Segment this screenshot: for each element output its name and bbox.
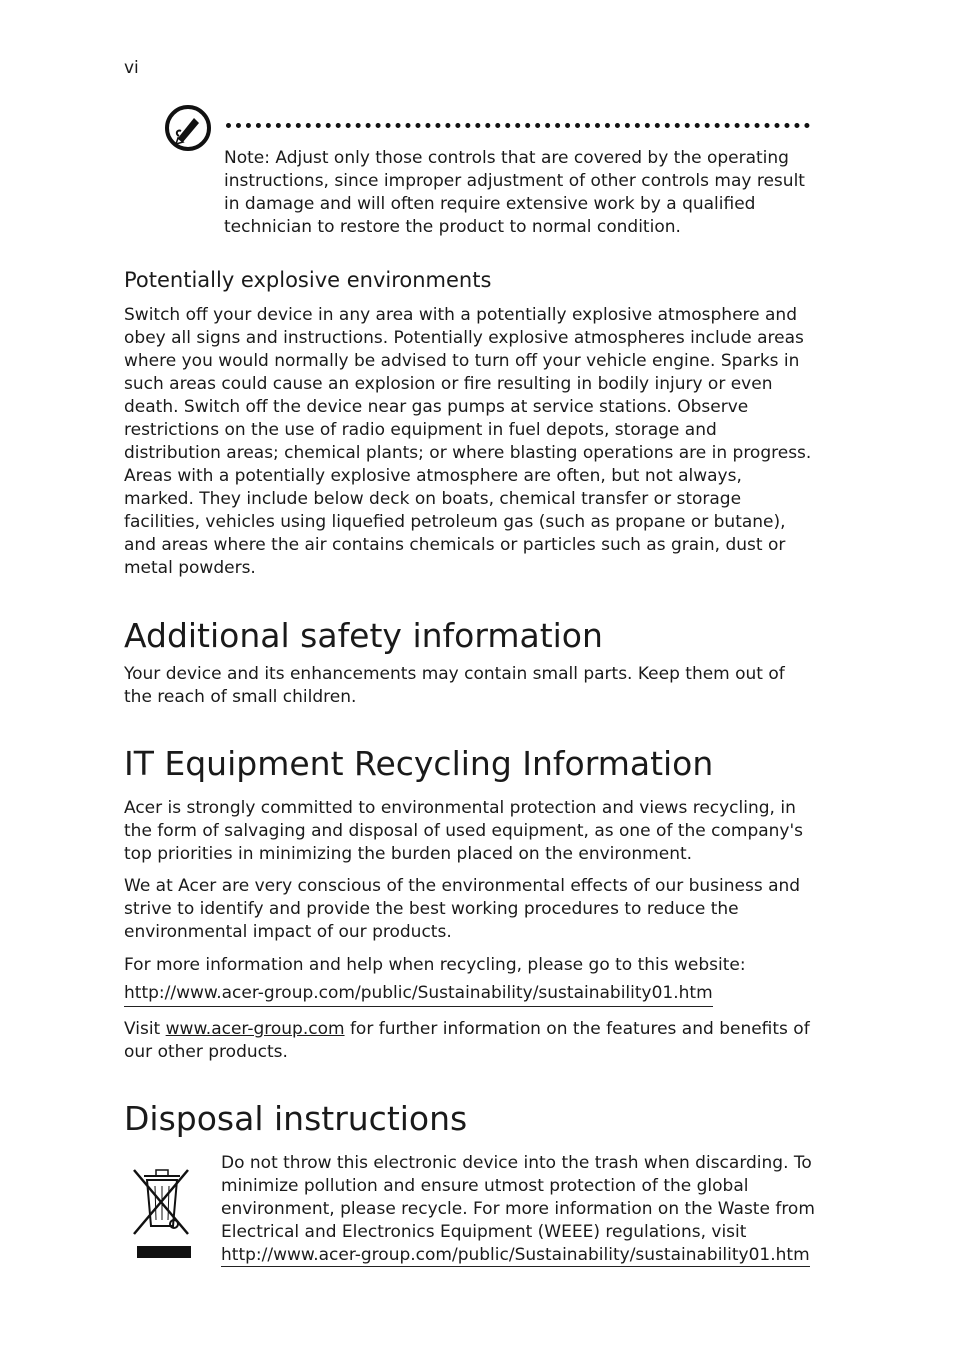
- note-label: Note:: [224, 148, 270, 168]
- acer-group-link[interactable]: www.acer-group.com: [165, 1019, 345, 1039]
- explosive-heading: Potentially explosive environments: [124, 268, 492, 292]
- disposal-body-block: [221, 1152, 831, 1267]
- disposal-url-link[interactable]: http://www.acer-group.com/public/Sustainability/sustainability01.htm: [221, 1245, 810, 1265]
- additional-body: Your device and its enhancements may contain small parts. Keep them out of the reach of small children.: [124, 664, 785, 707]
- disposal-body: Do not throw this electronic device into the trash when discarding. To minimize pollution and ensure utmost protection of the global environment, please recycle. For more information on the Waste from Electrical and Electronics Equipment (WEEE) regulations, visit: [221, 1153, 815, 1242]
- explosive-body: Switch off your device in any area with a potentially explosive atmosphere and obey all signs and instructions. Potentially explosive atmospheres include areas where you would normally be advised to turn off your vehicle engine. Sparks in such areas could cause an explosion or fire resulting in bodily injury or even death. Switch off the device near gas pumps at service stations. Observe restrictions on the use of radio equipment in fuel depots, storage and distribution areas; chemical plants; or where blasting operations are in progress. Areas with a potentially explosive atmosphere are often, but not always, marked. They include below deck on boats, chemical transfer or storage facilities, vehicles using liquefied petroleum gas (such as propane or butane), and areas where the air contains chemicals or particles such as grain, dust or metal powders.: [124, 305, 812, 578]
- recycling-url-link[interactable]: http://www.acer-group.com/public/Sustainability/sustainability01.htm: [124, 982, 713, 1007]
- recycling-para1: Acer is strongly committed to environmental protection and views recycling, in the form of salvaging and disposal of used equipment, as one of the company's top priorities in minimizing the burden placed on the environment.: [124, 798, 804, 864]
- recycling-heading: IT Equipment Recycling Information: [124, 744, 714, 783]
- page-number: vi: [124, 58, 139, 78]
- note-text: Adjust only those controls that are covered by the operating instructions, since improper adjustment of other controls may result in damage and will often require extensive work by a qualified technician to restore the product to normal condition.: [224, 148, 805, 237]
- disposal-heading: Disposal instructions: [124, 1099, 468, 1138]
- visit-prefix: Visit: [124, 1019, 166, 1039]
- note-pen-icon: [164, 104, 212, 152]
- recycling-para2: We at Acer are very conscious of the environmental effects of our business and strive to identify and provide the best working procedures to reduce the environmental impact of our products.: [124, 876, 801, 942]
- note-block: [224, 147, 814, 239]
- recycling-visit: [124, 1018, 814, 1064]
- visit-suffix: for further information on the features and benefits of our other products.: [124, 1019, 810, 1062]
- crossed-out-bin-icon: [128, 1162, 194, 1262]
- additional-heading: Additional safety information: [124, 616, 603, 655]
- recycling-para3: For more information and help when recycling, please go to this website:: [124, 955, 746, 975]
- note-divider: [226, 123, 810, 128]
